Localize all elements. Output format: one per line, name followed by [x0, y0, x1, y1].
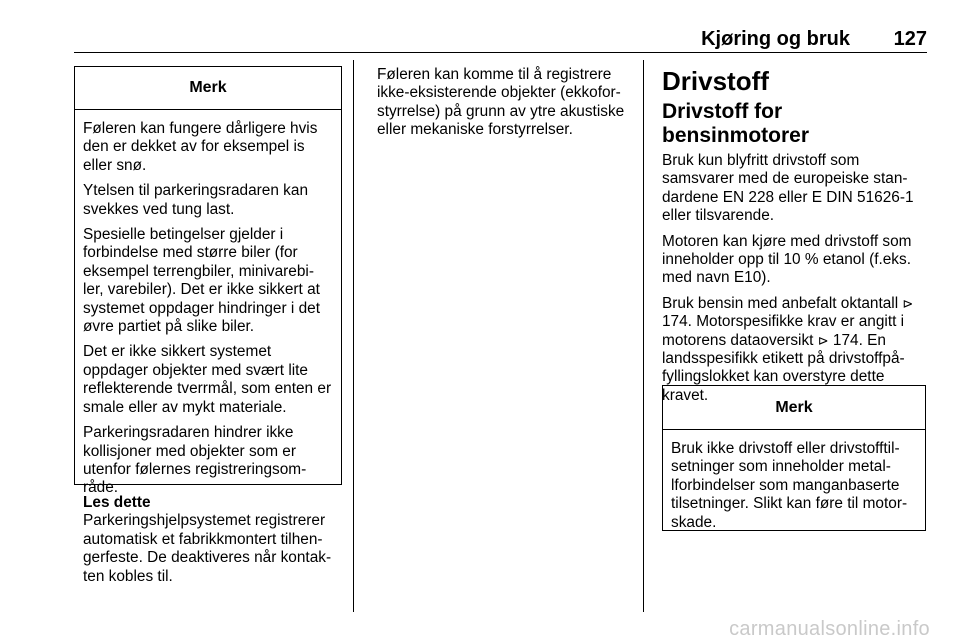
read-this-text: Parkeringshjelpsystemet registrerer automatisk et fabrikkmontert tilhen-gerfeste. De deaktiveres når kontak-ten kobles til. [83, 512, 332, 585]
text-run: Bruk bensin med anbefalt oktantall [662, 294, 899, 312]
column-divider-2 [643, 60, 644, 612]
body-paragraph: Føleren kan komme til å registrere ikke-eksisterende objekter (ekkofor-styrrelse) på grunn av ytre akustiske eller mekaniske forstyrrelser. [377, 66, 625, 139]
section-title: Drivstoff [662, 66, 769, 96]
section-subtitle: Drivstoff for bensinmotorer [662, 100, 810, 147]
note-body [75, 110, 341, 508]
sensor-interference-text [377, 66, 635, 147]
read-this-heading: Les dette [83, 494, 151, 511]
read-this-section [83, 494, 345, 586]
text-run: 174. Motorspesifikke krav er angitt i motorens dataoversikt [662, 313, 905, 349]
body-paragraph: Bruk kun blyfritt drivstoff som samsvarer med de europeiske stan-dardene EN 228 eller E DIN 51626-1 eller tilsvarende. [662, 152, 914, 225]
header-divider [74, 52, 927, 53]
note-paragraph: Det er ikke sikkert systemet oppdager objekter med svært lite reflekterende tverrmål, som enten er smale eller av mykt materiale. [83, 343, 332, 416]
page-reference-icon: ⊳ [902, 295, 914, 311]
note-paragraph: Spesielle betingelser gjelder i forbindelse med større biler (for eksempel terrengbiler, minivarebi-ler, varebiler). Det er ikke sikkert at systemet oppdager hindringer i det øvre partiet på slike biler. [83, 226, 320, 336]
text-run: 174. En landsspesifikk etikett på drivstoffpå-fyllingslokket kan overstyre dette kravet. [662, 331, 905, 404]
watermark: carmanualsonline.info [729, 618, 930, 640]
page-number: 127 [893, 28, 927, 50]
note-box-parking-sensor [74, 66, 342, 497]
fuel-section [662, 66, 930, 412]
note-paragraph: Parkeringsradaren hindrer ikke kollisjoner med objekter som er utenfor følernes registreringsom-råde. [83, 424, 307, 497]
column-divider-1 [353, 60, 354, 612]
note-paragraph: Bruk ikke drivstoff eller drivstofftil-setninger som inneholder metal-lforbindelser som manganbaserte tilsetninger. Slikt kan føre til motor-skade. [671, 440, 908, 531]
note-body [663, 430, 925, 542]
chapter-title: Kjøring og bruk [701, 28, 850, 50]
note-heading: Merk [75, 67, 341, 110]
note-box-fuel-additives [662, 385, 926, 531]
note-paragraph: Føleren kan fungere dårligere hvis den er dekket av for eksempel is eller snø. [83, 120, 318, 174]
body-paragraph: Motoren kan kjøre med drivstoff som inneholder opp til 10 % etanol (f.eks. med navn E10). [662, 232, 912, 287]
page-reference-icon: ⊳ [817, 332, 829, 348]
note-paragraph: Ytelsen til parkeringsradaren kan svekkes ved tung last. [83, 182, 308, 218]
note-heading: Merk [663, 386, 925, 430]
